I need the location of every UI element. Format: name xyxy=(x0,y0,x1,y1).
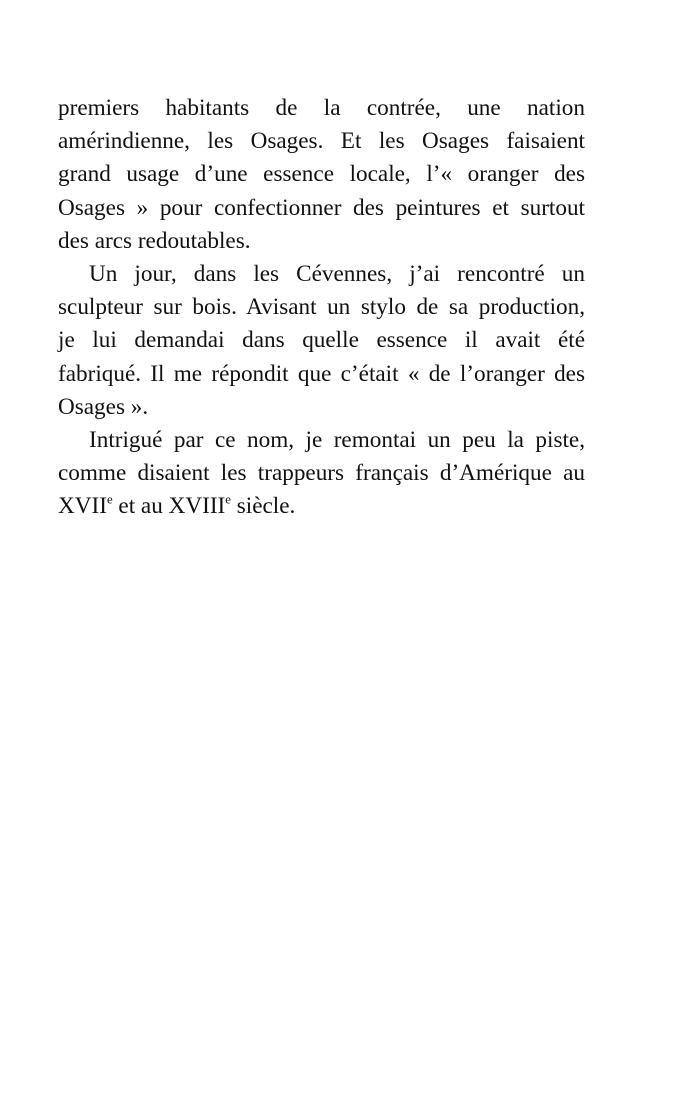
text-line: je lui demandai dans quelle essence il avait été xyxy=(58,327,585,354)
ordinal-superscript: e xyxy=(106,492,113,507)
text-line: grand usage d’une essence locale, l’« oranger des xyxy=(58,161,585,188)
paragraph-1 xyxy=(58,92,585,258)
text-line: comme disaient les trappeurs français d’Amérique au xyxy=(58,460,585,487)
text-line: Un jour, dans les Cévennes, j’ai rencontré un xyxy=(89,260,585,287)
document-page xyxy=(58,92,585,523)
century-text: XVII xyxy=(58,493,107,520)
text-fragment: siècle. xyxy=(230,493,296,520)
text-fragment: et au XVIII xyxy=(112,493,226,520)
text-line: Intrigué par ce nom, je remontai un peu la piste, xyxy=(89,426,585,453)
text-line xyxy=(58,490,585,523)
text-line: des arcs redoutables. xyxy=(58,227,251,254)
text-line: sculpteur sur bois. Avisant un stylo de sa production, xyxy=(58,294,585,321)
text-line: premiers habitants de la contrée, une nation xyxy=(58,95,585,121)
text-line: Osages » pour confectionner des peintures et surtout xyxy=(58,194,585,221)
paragraph-2 xyxy=(58,258,585,424)
paragraph-3 xyxy=(58,424,585,524)
text-line: fabriqué. Il me répondit que c’était « de l’oranger des xyxy=(58,360,585,387)
ordinal-superscript: e xyxy=(225,492,231,507)
text-line: Osages ». xyxy=(58,393,149,420)
text-line: amérindienne, les Osages. Et les Osages faisaient xyxy=(58,128,585,155)
